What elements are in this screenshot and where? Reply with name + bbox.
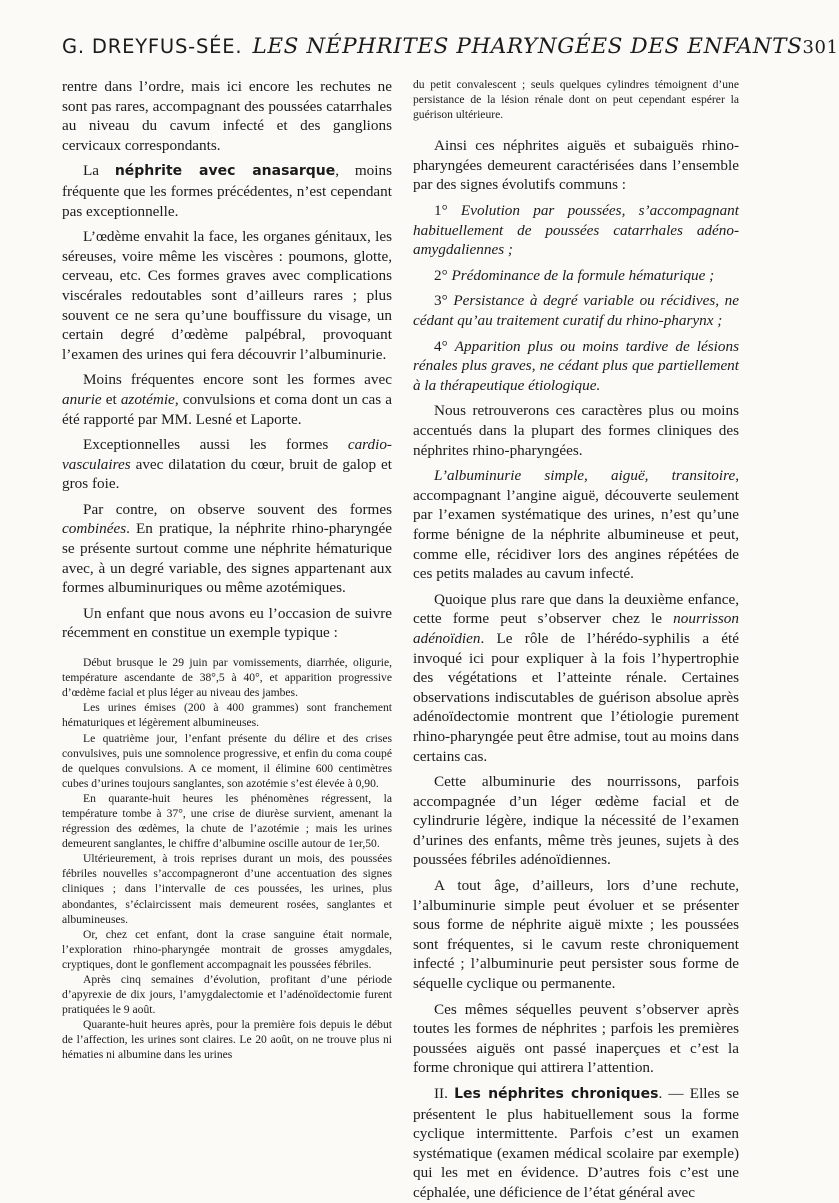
case-paragraph: Début brusque le 29 juin par vomissements, diarrhée, oligurie, température ascendante de 38°,5 à 40°, et apparition progressive d’œdème facial et plus léger au niveau des jambes.	[62, 656, 392, 700]
paragraph: La néphrite avec anasarque, moins fréquente que les formes précédentes, n’est cependant pas exceptionnelle.	[62, 162, 392, 220]
section-heading-paragraph: II. Les néphrites chroniques. — Elles se présentent le plus habituellement sous la forme cyclique intermittente. Parfois c’est un examen systématique (examen médical scolaire par exemple) qui les met en évidence. D’autres fois c’est une céphalée, une déficience de l’état général avec	[413, 1085, 739, 1201]
paragraph: Ainsi ces néphrites aiguës et subaiguës rhino-pharyngées demeurent caractérisées dans l’ensemble par des signes évolutifs communs :	[413, 137, 739, 194]
paragraph: L’œdème envahit la face, les organes génitaux, les séreuses, voire même les viscères : poumons, glotte, cerveau, etc. Ces formes graves avec complications viscérales redoutables sont d’ailleurs rares ; plus souvent ce ne sera qu’une bouffissure du visage, un certain degré d’œdème palpébral, provoquant l’examen des urines qui fera découvrir l’albuminurie.	[62, 228, 392, 363]
case-paragraph: Le quatrième jour, l’enfant présente du délire et des crises convulsives, puis une somnolence progressive, et enfin du coma coupé de quelques convulsions. A ce moment, il élimine 600 centimètres cubes d’urines toujours sanglantes, son azotémie s’est élevée à 0,90.	[62, 731, 392, 790]
paragraph: Cette albuminurie des nourrissons, parfois accompagnée d’un léger œdème facial et de cylindrurie légère, indique la nécessité de l’examen d’urines des enfants, même très jeunes, sujets à des poussées fébriles adénoïdiennes.	[413, 773, 739, 869]
section-heading: Les néphrites chroniques	[454, 1086, 659, 1102]
list-item: 1° Evolution par poussées, s’accompagnant habituellement de poussées catarrhales adéno-amygdaliennes ;	[413, 202, 739, 259]
right-body-text	[413, 136, 739, 1202]
page-number: 301	[802, 37, 839, 58]
paragraph: L’albuminurie simple, aiguë, transitoire, accompagnant l’angine aiguë, découverte seulement par l’examen systématique des urines, n’est qu’une forme bénigne de la néphrite albumineuse et peut, comme elle, récidiver lors des angines répétées de ces petits malades au cavum infecté.	[413, 467, 739, 583]
right-column	[413, 77, 739, 1203]
header-title: LES NÉPHRITES PHARYNGÉES DES ENFANTS	[252, 34, 803, 59]
left-body-text	[62, 77, 392, 643]
list-item: 4° Apparition plus ou moins tardive de lésions rénales plus graves, ne cédant plus que partiellement à la thérapeutique étiologique.	[413, 337, 739, 394]
case-paragraph: Ultérieurement, à trois reprises durant un mois, des poussées fébriles nouvelles s’accompagneront d’une accentuation des signes cliniques ; dans l’intervalle de ces poussées, les urines, plus abondantes, s’éclaircissent mais demeurent rosées, sanglantes et albumineuses.	[62, 852, 392, 926]
left-column	[62, 77, 392, 1063]
paragraph: Ces mêmes séquelles peuvent s’observer après toutes les formes de néphrites ; parfois les premières poussées aiguës ont passé inaperçues et c’est la forme chronique qui attirera l’attention.	[413, 1000, 739, 1077]
case-paragraph: Après cinq semaines d’évolution, profitant d’une période d’apyrexie de dix jours, l’amygdalectomie et l’adénoïdectomie furent pratiquées le 9 août.	[62, 973, 392, 1017]
list-item: 2° Prédominance de la formule hématurique ;	[434, 266, 715, 284]
case-paragraph: En quarante-huit heures les phénomènes régressent, la température tombe à 37°, une crise de diurèse survient, amenant la régression des œdèmes, la chute de l’azotémie ; mais les urines demeurent sanglantes, le chiffre d’albumine oscille autour de 1er,50.	[62, 791, 392, 851]
running-header	[62, 34, 839, 74]
paragraph: Exceptionnelles aussi les formes cardio-vasculaires avec dilatation du cœur, bruit de galop et gros foie.	[62, 436, 392, 493]
paragraph: Moins fréquentes encore sont les formes avec anurie et azotémie, convulsions et coma dont un cas a été rapporté par MM. Lesné et Laporte.	[62, 371, 392, 428]
list-item: 3° Persistance à degré variable ou récidives, ne cédant qu’au traitement curatif du rhino-pharynx ;	[413, 292, 740, 330]
case-report-continued	[413, 77, 739, 122]
paragraph: rentre dans l’ordre, mais ici encore les rechutes ne sont pas rares, accompagnant des poussées catarrhales au niveau du cavum infecté et des ganglions cervicaux correspondants.	[62, 78, 392, 154]
paragraph: Nous retrouverons ces caractères plus ou moins accentués dans la plupart des formes cliniques des néphrites rhino-pharyngées.	[413, 402, 739, 459]
header-author: G. DREYFUS-SÉE.	[62, 35, 243, 58]
case-paragraph: du petit convalescent ; seuls quelques cylindres témoignent d’une persistance de la lésion rénale dont on peut cependant espérer la guérison ultérieure.	[413, 78, 739, 122]
paragraph: Un enfant que nous avons eu l’occasion de suivre récemment en constitue un exemple typique :	[62, 604, 392, 642]
case-report	[62, 655, 392, 1063]
case-paragraph: Or, chez cet enfant, dont la crase sanguine était normale, l’exploration rhino-pharyngée montrait de grosses amygdales, cryptiques, dont le gonflement accompagnait les poussées fébriles.	[62, 927, 392, 971]
paragraph: Quoique plus rare que dans la deuxième enfance, cette forme peut s’observer chez le nourrisson adénoïdien. Le rôle de l’hérédo-syphilis a été invoqué ici pour expliquer à la fois l’hypertrophie des végétations et l’atteinte rénale. Certaines observations indiscutables de guérison absolue après adénoïdectomie montrent que l’étiologie purement rhino-pharyngée peut être admise, tout au moins dans certains cas.	[413, 590, 739, 765]
term-bold: néphrite avec anasarque	[114, 163, 336, 180]
paragraph: Par contre, on observe souvent des formes combinées. En pratique, la néphrite rhino-pharyngée se présente surtout comme une néphrite hématurique avec, à un degré variable, des signes appartenant aux formes albuminuriques ou même azotémiques.	[62, 500, 392, 597]
paragraph: A tout âge, d’ailleurs, lors d’une rechute, l’albuminurie simple peut évoluer et se présenter sous forme de néphrite aiguë mixte ; les poussées sont fréquentes, si le cavum reste chroniquement infecté ; l’albuminurie peut persister sous forme de séquelle cyclique ou permanente.	[413, 877, 739, 993]
case-paragraph: Quarante-huit heures après, pour la première fois depuis le début de l’affection, les urines sont claires. Le 20 août, on ne trouve plus ni hématies ni albumine dans les urines	[62, 1018, 392, 1062]
case-paragraph: Les urines émises (200 à 400 grammes) sont franchement hématuriques et légèrement albumineuses.	[62, 701, 392, 730]
